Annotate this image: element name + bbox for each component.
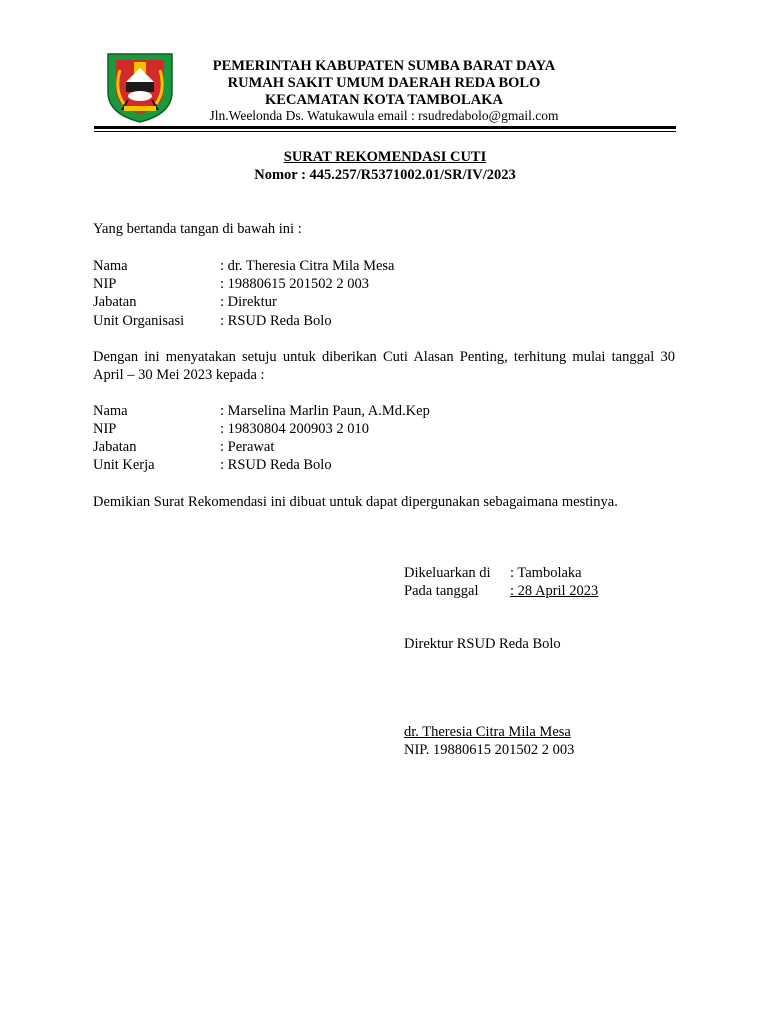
- employee-unit-value: : RSUD Reda Bolo: [220, 457, 332, 473]
- signer-position-value: : Direktur: [220, 294, 277, 310]
- employee-position-label: Jabatan: [93, 439, 137, 455]
- header-district: KECAMATAN KOTA TAMBOLAKA: [265, 92, 503, 108]
- issued-date-label: Pada tanggal: [404, 583, 479, 599]
- employee-nip-value: : 19830804 200903 2 010: [220, 421, 370, 437]
- intro-text: Yang bertanda tangan di bawah ini :: [93, 221, 302, 237]
- employee-unit-label: Unit Kerja: [93, 457, 155, 473]
- signer-position-label: Jabatan: [93, 294, 137, 310]
- employee-name-value: : Marselina Marlin Paun, A.Md.Kep: [220, 403, 430, 419]
- issued-date-row: [404, 582, 598, 600]
- signer-name-label: Nama: [93, 258, 128, 274]
- statement-paragraph: Dengan ini menyatakan setuju untuk diberikan Cuti Alasan Penting, terhitung mulai tanggal 30 April – 30 Mei 2023 kepada :: [93, 349, 675, 383]
- employee-name-label: Nama: [93, 403, 128, 419]
- letter-title: SURAT REKOMENDASI CUTI: [283, 149, 487, 165]
- signer-unit-label: Unit Organisasi: [93, 313, 185, 329]
- signer-signature-name: dr. Theresia Citra Mila Mesa: [404, 724, 571, 740]
- issued-place-label: Dikeluarkan di: [404, 565, 491, 581]
- regency-logo-icon: [104, 50, 176, 124]
- closing-paragraph: Demikian Surat Rekomendasi ini dibuat untuk dapat dipergunakan sebagaimana mestinya.: [93, 494, 618, 510]
- issued-date-value: : 28 April 2023: [510, 583, 599, 599]
- employee-nip-label: NIP: [93, 421, 117, 437]
- issued-place-value: : Tambolaka: [510, 565, 582, 581]
- header-address: Jln.Weelonda Ds. Watukawula email : rsudredabolo@gmail.com: [209, 108, 559, 123]
- header-divider-thin: [94, 131, 676, 132]
- signer-nip-value: : 19880615 201502 2 003: [220, 276, 370, 292]
- signer-position-title: Direktur RSUD Reda Bolo: [404, 636, 561, 652]
- issued-place-row: [404, 564, 582, 582]
- employee-position-value: : Perawat: [220, 439, 275, 455]
- letter-number: Nomor : 445.257/R5371002.01/SR/IV/2023: [254, 167, 516, 183]
- signer-nip-label: NIP: [93, 276, 117, 292]
- signer-signature-nip: NIP. 19880615 201502 2 003: [404, 742, 575, 758]
- signer-name-value: : dr. Theresia Citra Mila Mesa: [220, 258, 395, 274]
- header-hospital: RUMAH SAKIT UMUM DAERAH REDA BOLO: [227, 75, 541, 91]
- header-government: PEMERINTAH KABUPATEN SUMBA BARAT DAYA: [212, 58, 556, 74]
- signer-unit-value: : RSUD Reda Bolo: [220, 313, 332, 329]
- header-divider-thick: [94, 126, 676, 129]
